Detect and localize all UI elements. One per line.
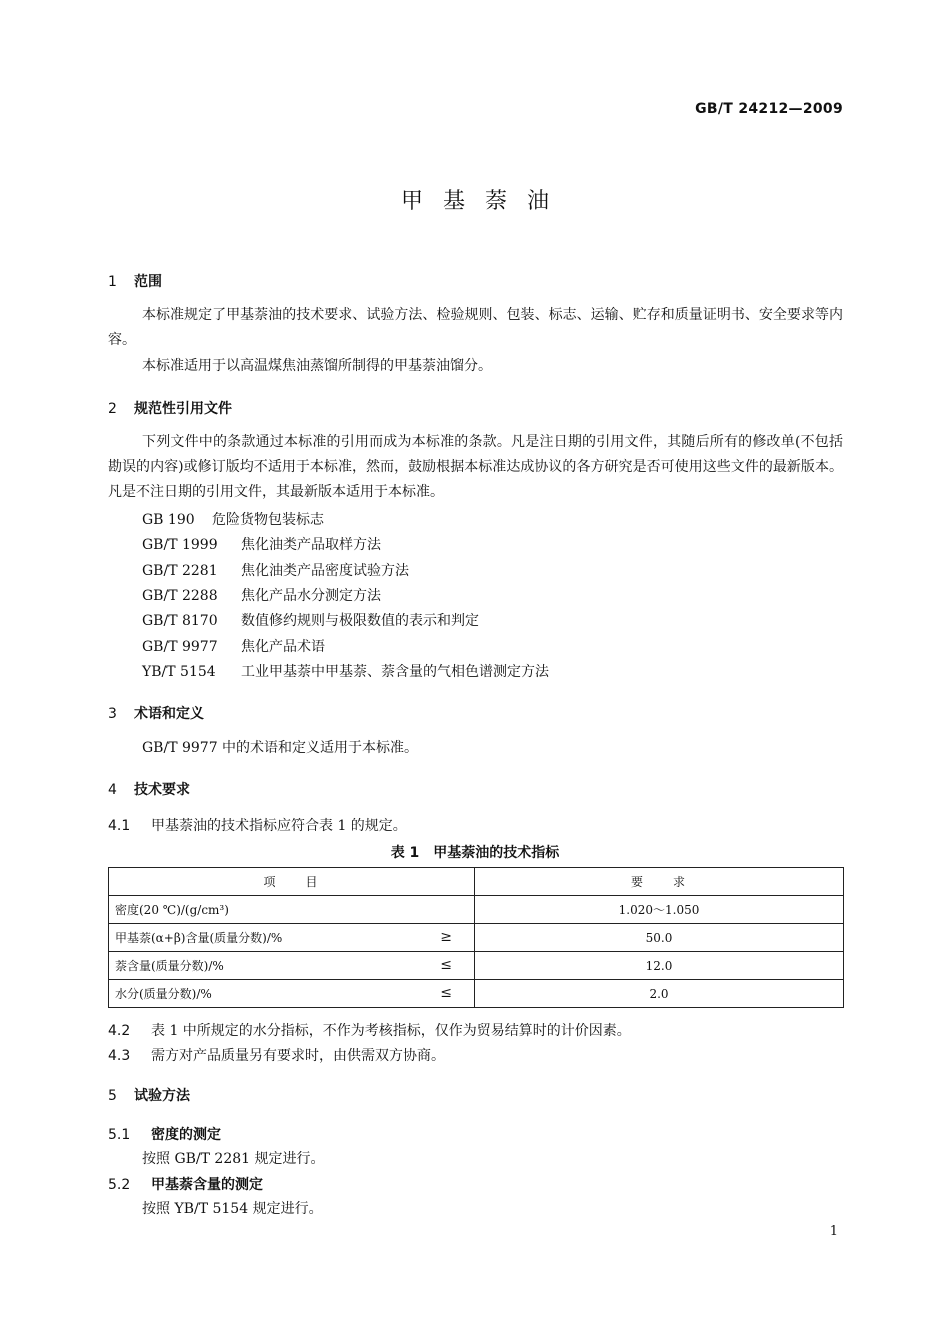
reference-item <box>142 636 325 656</box>
section-1-paragraph-1: 本标准规定了甲基萘油的技术要求、试验方法、检验规则、包装、标志、运输、贮存和质量证明书、安全要求等内容。 <box>108 307 843 348</box>
clause-number: 4.3 <box>108 1048 131 1064</box>
section-3-paragraph-1: GB/T 9977 中的术语和定义适用于本标准。 <box>142 740 419 756</box>
section-title: 范围 <box>134 274 162 290</box>
clause-4-3 <box>108 1045 445 1065</box>
item-label: 密度(20 ℃)/(g/cm³) <box>115 903 229 917</box>
reference-item <box>142 610 479 630</box>
section-5-heading <box>108 1085 190 1105</box>
table-cell-item <box>109 924 475 952</box>
reference-title: 工业甲基萘中甲基萘、萘含量的气相色谱测定方法 <box>241 664 549 680</box>
table-row <box>109 924 844 952</box>
reference-item <box>142 509 324 529</box>
clause-number: 4.2 <box>108 1023 131 1039</box>
clause-5-2-text: 按照 YB/T 5154 规定进行。 <box>142 1201 323 1217</box>
section-3-heading <box>108 703 204 723</box>
reference-title: 焦化产品术语 <box>241 639 325 655</box>
clause-5-2-heading <box>108 1174 263 1194</box>
reference-item <box>142 534 381 554</box>
reference-title: 危险货物包装标志 <box>212 512 324 528</box>
table-header-row <box>109 868 844 896</box>
clause-title: 密度的测定 <box>151 1127 221 1143</box>
reference-item <box>142 661 549 681</box>
clause-title: 甲基萘含量的测定 <box>151 1177 263 1193</box>
section-2-heading <box>108 398 232 418</box>
table-row <box>109 980 844 1008</box>
clause-4-2 <box>108 1020 631 1040</box>
section-4-heading <box>108 779 190 799</box>
section-number: 4 <box>108 782 117 798</box>
table-cell-item <box>109 980 475 1008</box>
clause-number: 5.1 <box>108 1127 131 1143</box>
section-number: 3 <box>108 706 117 722</box>
reference-item <box>142 585 381 605</box>
standard-number: GB/T 24212—2009 <box>695 101 843 117</box>
comparison-symbol: ≤ <box>440 985 452 1001</box>
reference-title: 焦化油类产品密度试验方法 <box>241 563 409 579</box>
item-label: 水分(质量分数)/% <box>115 987 212 1001</box>
table-cell-value: 12.0 <box>475 952 844 980</box>
reference-title: 焦化油类产品取样方法 <box>241 537 381 553</box>
page-number: 1 <box>829 1224 838 1239</box>
reference-title: 数值修约规则与极限数值的表示和判定 <box>241 613 479 629</box>
reference-code: GB 190 <box>142 512 195 528</box>
item-label: 甲基萘(α+β)含量(质量分数)/% <box>115 931 283 945</box>
table-cell-value: 50.0 <box>475 924 844 952</box>
table-row <box>109 896 844 924</box>
reference-item <box>142 560 409 580</box>
clause-4-1 <box>108 815 407 835</box>
reference-code: GB/T 8170 <box>142 613 218 629</box>
clause-text: 表 1 中所规定的水分指标，不作为考核指标，仅作为贸易结算时的计价因素。 <box>151 1023 631 1039</box>
section-title: 试验方法 <box>134 1088 190 1104</box>
table-cell-item <box>109 952 475 980</box>
table-cell-value: 2.0 <box>475 980 844 1008</box>
item-label: 萘含量(质量分数)/% <box>115 959 224 973</box>
table-header-requirement: 要 求 <box>475 868 844 896</box>
clause-5-1-text: 按照 GB/T 2281 规定进行。 <box>142 1151 325 1167</box>
reference-title: 焦化产品水分测定方法 <box>241 588 381 604</box>
reference-code: GB/T 2281 <box>142 563 218 579</box>
section-title: 规范性引用文件 <box>134 401 232 417</box>
section-1-paragraph-2: 本标准适用于以高温煤焦油蒸馏所制得的甲基萘油馏分。 <box>142 358 492 374</box>
section-1-heading <box>108 271 162 291</box>
reference-code: YB/T 5154 <box>142 664 216 680</box>
comparison-symbol: ≥ <box>440 929 452 945</box>
section-2-paragraph-1: 下列文件中的条款通过本标准的引用而成为本标准的条款。凡是注日期的引用文件，其随后所有的修改单(不包括勘误的内容)或修订版均不适用于本标准，然而，鼓励根据本标准达成协议的各方研究是否可使用这些文件的最新版本。凡是不注日期的引用文件，其最新版本适用于本标准。 <box>108 434 843 500</box>
document-title: 甲基萘油 <box>400 189 569 214</box>
section-number: 2 <box>108 401 117 417</box>
section-title: 技术要求 <box>134 782 190 798</box>
clause-5-1-heading <box>108 1124 221 1144</box>
comparison-symbol: ≤ <box>440 957 452 973</box>
clause-text: 需方对产品质量另有要求时，由供需双方协商。 <box>151 1048 445 1064</box>
table-header-item: 项 目 <box>109 868 475 896</box>
table-1-caption: 表 1 甲基萘油的技术指标 <box>390 845 560 861</box>
table-1 <box>108 867 844 1008</box>
section-number: 1 <box>108 274 117 290</box>
clause-number: 5.2 <box>108 1177 131 1193</box>
table-cell-item <box>109 896 475 924</box>
reference-code: GB/T 9977 <box>142 639 218 655</box>
clause-text: 甲基萘油的技术指标应符合表 1 的规定。 <box>151 818 407 834</box>
section-title: 术语和定义 <box>134 706 204 722</box>
clause-number: 4.1 <box>108 818 131 834</box>
reference-code: GB/T 1999 <box>142 537 218 553</box>
table-row <box>109 952 844 980</box>
table-cell-value: 1.020～1.050 <box>475 896 844 924</box>
reference-code: GB/T 2288 <box>142 588 218 604</box>
section-number: 5 <box>108 1088 117 1104</box>
